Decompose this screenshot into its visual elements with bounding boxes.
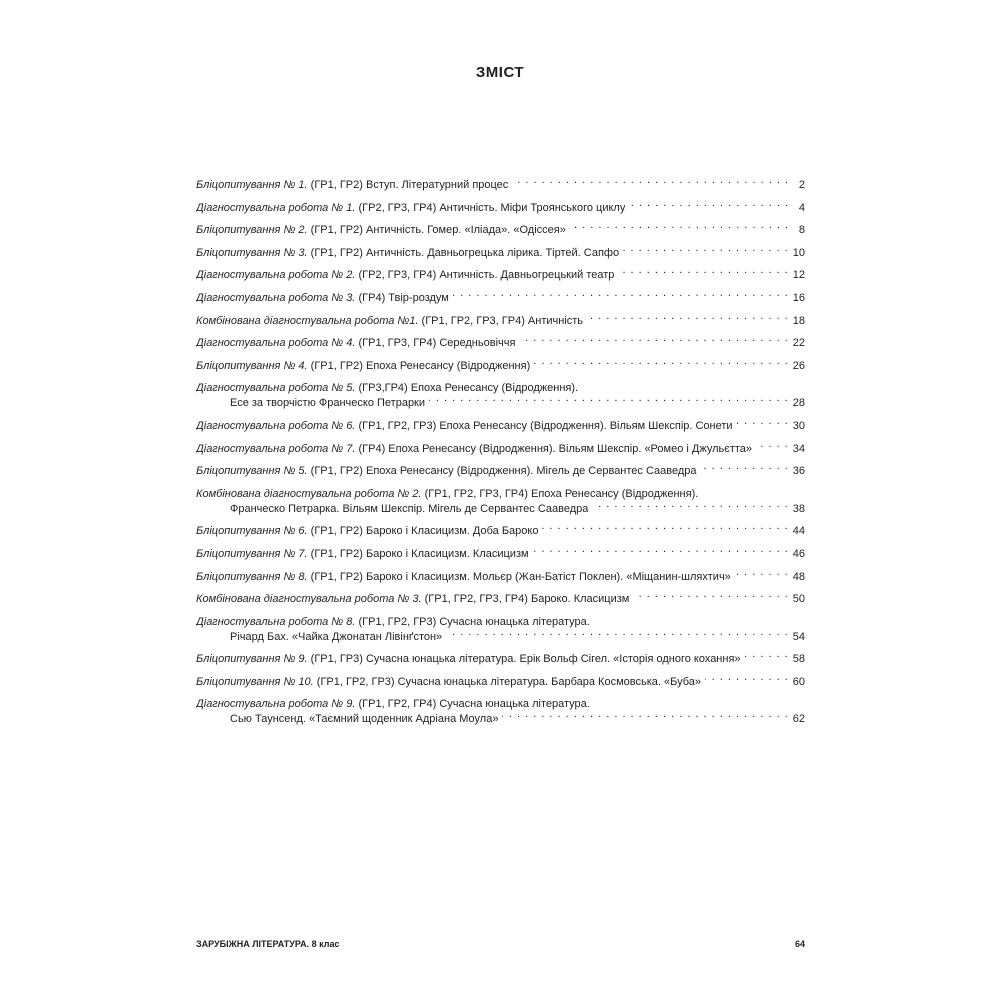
footer-book-title <box>196 939 339 949</box>
toc-page-number: 12 <box>792 269 805 282</box>
toc-entry[interactable] <box>196 675 805 690</box>
toc-entry-label: Комбінована діагностувальна робота №1. <box>196 314 419 327</box>
toc-entry-text: (ГР1, ГР2, ГР3, ГР4) Бароко. Класицизм <box>421 593 630 606</box>
toc-entry-label: Комбінована діагностувальна робота № 3. <box>196 593 422 606</box>
toc-entry-text: (ГР1, ГР2, ГР3, ГР4) Епоха Ренесансу (Відродження). <box>421 487 699 500</box>
toc-entry[interactable] <box>196 381 805 411</box>
toc-entry-label: Бліцопитування № 8. <box>196 570 308 583</box>
toc-page-number: 36 <box>792 465 805 478</box>
toc-entry-label: Діагностувальна робота № 2. <box>196 269 356 282</box>
dot-leader <box>629 201 789 211</box>
toc-entry-label: Діагностувальна робота № 8. <box>196 615 356 628</box>
toc-entry[interactable] <box>196 570 805 585</box>
dot-leader <box>446 630 789 640</box>
toc-entry[interactable] <box>196 223 805 238</box>
toc-entry-label: Бліцопитування № 1. <box>196 179 308 191</box>
toc-entry[interactable] <box>196 291 805 306</box>
dot-leader <box>429 396 789 406</box>
toc-entry-continuation: Сью Таунсенд. «Таємний щоденник Адріана Моула» <box>230 713 499 726</box>
dot-leader <box>453 291 789 301</box>
toc-page-number: 50 <box>792 593 805 606</box>
toc-entry-label: Діагностувальна робота № 7. <box>196 442 356 455</box>
toc-entry[interactable] <box>196 268 805 283</box>
toc-entry-text: (ГР3,ГР4) Епоха Ренесансу (Відродження). <box>355 382 579 395</box>
toc-page-number: 58 <box>792 653 805 666</box>
toc-entry-label: Бліцопитування № 9. <box>196 653 308 666</box>
toc-page-number: 8 <box>798 224 805 237</box>
toc-entry-text: (ГР1, ГР2) Античність. Давньогрецька лірика. Тіртей. Сапфо <box>307 246 620 259</box>
toc-entry-text: (ГР2, ГР3, ГР4) Античність. Давньогрецький театр <box>355 269 615 282</box>
toc-entry-label: Бліцопитування № 3. <box>196 246 308 259</box>
toc-entry-text: (ГР1, ГР2, ГР3) Сучасна юнацька література. Барбара Космовська. «Буба» <box>313 675 702 688</box>
dot-leader <box>623 246 789 256</box>
toc-entry-text: (ГР1, ГР2) Епоха Ренесансу (Відродження) <box>307 359 531 372</box>
toc-entry[interactable] <box>196 359 805 374</box>
dot-leader <box>592 502 788 512</box>
toc-entry-text: (ГР1, ГР2) Бароко і Класицизм. Доба Бароко <box>307 525 539 538</box>
toc-entry-continuation: Есе за творчістю Франческо Петрарки <box>230 397 426 410</box>
dot-leader <box>587 314 789 324</box>
toc-page-number: 22 <box>792 337 805 350</box>
toc-entry-text: (ГР1, ГР2) Бароко і Класицизм. Мольєр (Жан-Батіст Поклен). «Міщанин-шляхтич» <box>307 570 731 583</box>
toc-page-number: 44 <box>792 525 805 538</box>
toc-entry-label: Комбінована діагностувальна робота № 2. <box>196 487 422 500</box>
toc-entry-label: Діагностувальна робота № 9. <box>196 698 356 711</box>
dot-leader <box>745 652 789 662</box>
toc-entry[interactable] <box>196 697 805 727</box>
toc-page-number: 10 <box>792 246 805 259</box>
footer-page-number: 64 <box>794 939 805 949</box>
toc-entry[interactable] <box>196 336 805 351</box>
toc-entry-label: Діагностувальна робота № 3. <box>196 291 356 304</box>
dot-leader <box>618 268 788 278</box>
toc-entry[interactable] <box>196 487 805 517</box>
toc-entry[interactable] <box>196 524 805 539</box>
toc-entry[interactable] <box>196 442 805 457</box>
toc-entry-text: (ГР1, ГР2) Античність. Гомер. «Іліада». «Одіссея» <box>307 224 566 237</box>
toc-page-number: 46 <box>792 547 805 560</box>
toc-entry[interactable] <box>196 615 805 645</box>
dot-leader <box>533 547 789 557</box>
toc-entry[interactable] <box>196 314 805 329</box>
dot-leader <box>519 336 788 346</box>
toc-entry[interactable] <box>196 178 805 193</box>
toc-entry-label: Діагностувальна робота № 5. <box>196 382 356 395</box>
toc-entry-text: (ГР2, ГР3, ГР4) Античність. Міфи Троянського циклу <box>355 201 626 214</box>
dot-leader <box>705 675 789 685</box>
dot-leader <box>502 712 788 722</box>
toc-entry-text: (ГР1, ГР3, ГР4) Середньовіччя <box>355 337 516 350</box>
toc-entry[interactable] <box>196 652 805 667</box>
toc-entry[interactable] <box>196 201 805 216</box>
dot-leader <box>534 359 788 369</box>
toc-entry-label: Бліцопитування № 2. <box>196 224 308 237</box>
dot-leader <box>756 442 789 452</box>
toc-entry-label: Бліцопитування № 5. <box>196 465 308 478</box>
toc-page-number: 18 <box>792 314 805 327</box>
dot-leader <box>735 570 789 580</box>
toc-entry-continuation: Франческо Петрарка. Вільям Шекспір. Мігель де Сервантес Сааведра <box>230 502 589 515</box>
toc-entry[interactable] <box>196 464 805 479</box>
toc-page-number: 26 <box>792 359 805 372</box>
grade-label: 8 клас <box>309 939 340 949</box>
toc-page-number: 4 <box>798 201 805 214</box>
toc-entry-text: (ГР1, ГР2) Епоха Ренесансу (Відродження). Мігель де Сервантес Сааведра <box>307 465 697 478</box>
toc-page-number: 48 <box>792 570 805 583</box>
toc-page-number: 30 <box>792 419 805 432</box>
toc-page-number: 60 <box>792 675 805 688</box>
dot-leader <box>633 592 788 602</box>
toc-entry-text: (ГР1, ГР2, ГР3) Сучасна юнацька література. <box>355 615 590 628</box>
toc-entry[interactable] <box>196 592 805 607</box>
toc-entry-label: Діагностувальна робота № 6. <box>196 419 356 432</box>
dot-leader <box>737 419 789 429</box>
toc-page-number: 62 <box>792 713 805 726</box>
dot-leader <box>570 223 789 233</box>
toc-entry[interactable] <box>196 246 805 261</box>
toc-entry-label: Бліцопитування № 10. <box>196 675 314 688</box>
toc-entry-label: Бліцопитування № 6. <box>196 525 308 538</box>
toc-entry-text: (ГР1, ГР2) Бароко і Класицизм. Класицизм <box>307 547 529 560</box>
toc-entry-text: (ГР1, ГР2) Вступ. Літературний процес <box>307 179 509 191</box>
table-of-contents <box>196 178 805 735</box>
toc-entry-text: (ГР1, ГР2, ГР3) Епоха Ренесансу (Відродження). Вільям Шекспір. Сонети <box>355 419 733 432</box>
toc-entry-label: Бліцопитування № 4. <box>196 359 308 372</box>
toc-page-number: 34 <box>792 442 805 455</box>
toc-page-number: 38 <box>792 502 805 515</box>
dot-leader <box>512 178 789 188</box>
toc-entry[interactable] <box>196 547 805 562</box>
dot-leader <box>542 524 788 534</box>
toc-page-number: 16 <box>792 291 805 304</box>
toc-page-number: 54 <box>792 630 805 643</box>
toc-entry[interactable] <box>196 419 805 434</box>
toc-page-number: 2 <box>798 179 805 191</box>
toc-entry-label: Діагностувальна робота № 4. <box>196 337 356 350</box>
toc-entry-text: (ГР1, ГР2, ГР3, ГР4) Античність <box>418 314 584 327</box>
dot-leader <box>701 464 789 474</box>
toc-page-number: 28 <box>792 397 805 410</box>
book-title: ЗАРУБІЖНА ЛІТЕРАТУРА. <box>196 939 310 949</box>
toc-entry-continuation: Річард Бах. «Чайка Джонатан Лівінґстон» <box>230 630 443 643</box>
toc-entry-label: Бліцопитування № 7. <box>196 547 308 560</box>
toc-entry-text: (ГР1, ГР3) Сучасна юнацька література. Ерік Вольф Сігел. «Історія одного кохання» <box>307 653 741 666</box>
toc-entry-text: (ГР4) Твір-роздум <box>355 291 449 304</box>
toc-entry-label: Діагностувальна робота № 1. <box>196 201 356 214</box>
toc-entry-text: (ГР4) Епоха Ренесансу (Відродження). Вільям Шекспір. «Ромео і Джульєтта» <box>355 442 753 455</box>
page-title: ЗМІСТ <box>475 64 525 81</box>
toc-entry-text: (ГР1, ГР2, ГР4) Сучасна юнацька література. <box>355 698 590 711</box>
